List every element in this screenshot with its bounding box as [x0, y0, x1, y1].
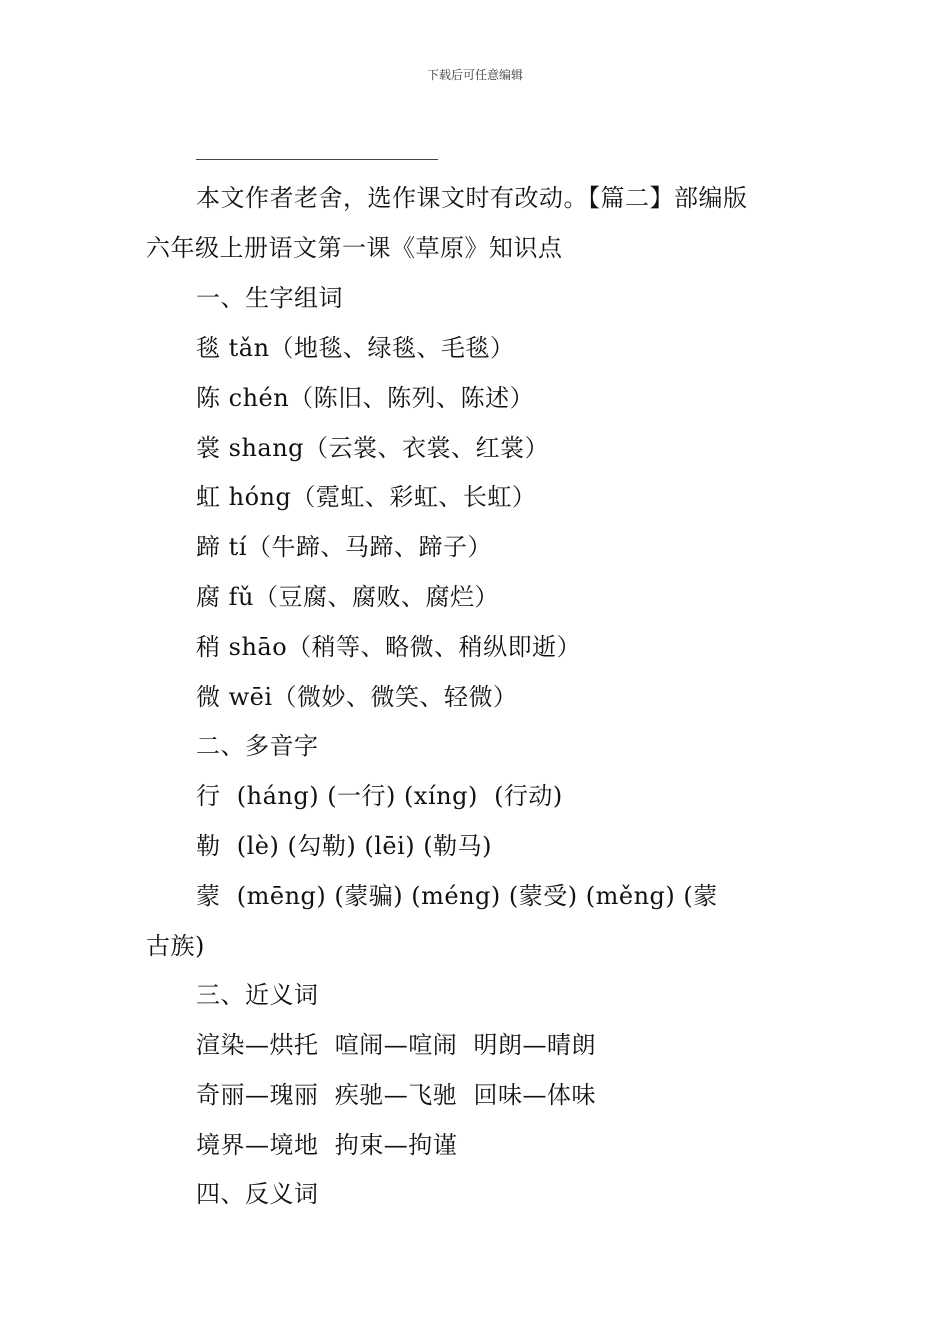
- char-entry: 裳 shang（云裳、衣裳、红裳）: [196, 434, 550, 462]
- polyphone-entry: 勒 (lè) (勾勒) (lēi) (勒马): [196, 832, 492, 860]
- polyphone-entry-continued: 古族): [146, 932, 205, 960]
- polyphone-entry: 行 (háng) (一行) (xíng) (行动): [196, 782, 563, 810]
- char-entry: 陈 chén（陈旧、陈列、陈述）: [196, 384, 535, 412]
- paragraph-line-2: 六年级上册语文第一课《草原》知识点: [146, 234, 563, 262]
- char-entry: 蹄 tí（牛蹄、马蹄、蹄子）: [196, 533, 492, 561]
- char-entry: 虹 hóng（霓虹、彩虹、长虹）: [196, 483, 537, 511]
- section-title-new-characters: 一、生字组词: [196, 284, 343, 312]
- section-title-synonyms: 三、近义词: [196, 981, 319, 1009]
- synonym-row: 奇丽—瑰丽 疾驰—飞驰 回味—体味: [196, 1081, 597, 1109]
- paragraph-line-1: 本文作者老舍，选作课文时有改动。【篇二】部编版: [196, 184, 748, 212]
- section-title-polyphones: 二、多音字: [196, 732, 319, 760]
- synonym-row: 境界—境地 拘束—拘谨: [196, 1131, 458, 1159]
- section-title-antonyms: 四、反义词: [196, 1180, 319, 1208]
- top-rule-divider: [196, 159, 438, 160]
- char-entry: 腐 fǔ（豆腐、腐败、腐烂）: [196, 583, 499, 611]
- polyphone-entry: 蒙 (mēng) (蒙骗) (méng) (蒙受) (měng) (蒙: [196, 882, 718, 910]
- synonym-row: 渲染—烘托 喧闹—喧闹 明朗—晴朗: [196, 1031, 597, 1059]
- header-note: 下载后可任意编辑: [426, 68, 523, 82]
- char-entry: 微 wēi（微妙、微笑、轻微）: [196, 683, 518, 711]
- char-entry: 稍 shāo（稍等、略微、稍纵即逝）: [196, 633, 582, 661]
- char-entry: 毯 tǎn（地毯、绿毯、毛毯）: [196, 334, 515, 362]
